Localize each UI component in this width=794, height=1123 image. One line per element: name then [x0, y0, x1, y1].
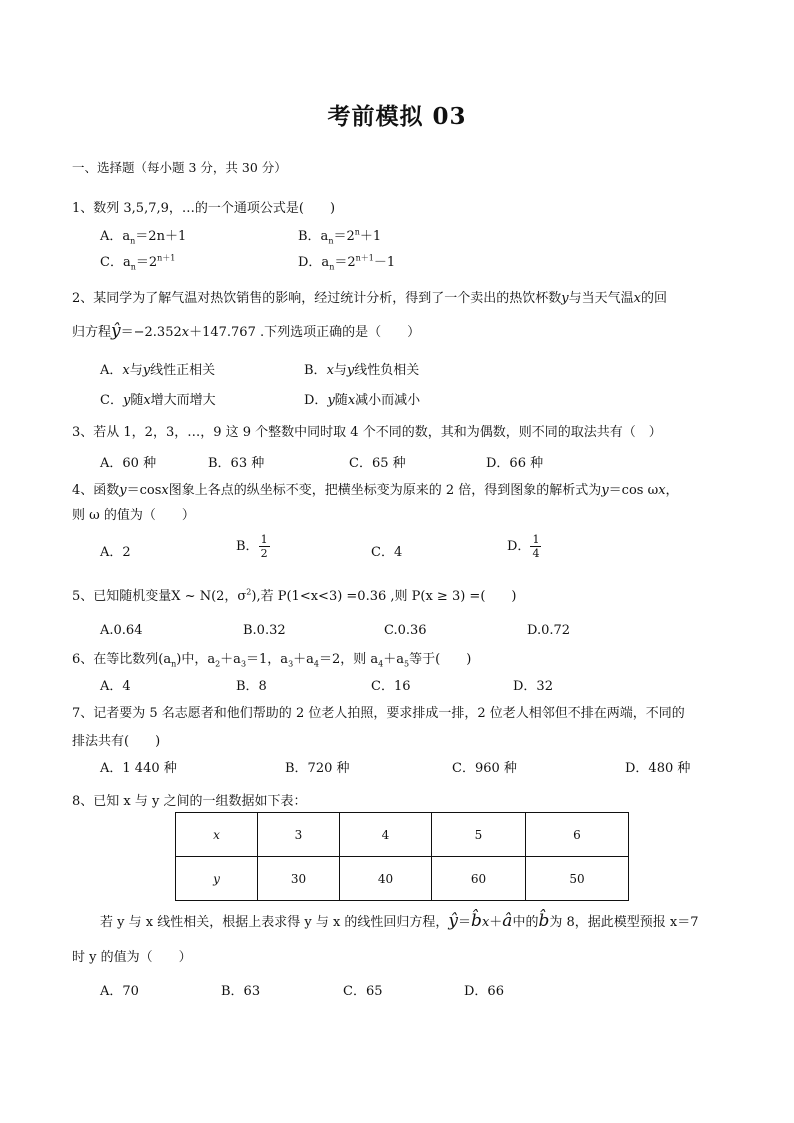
question-2-option-c: C．y随x增大而增大 — [100, 393, 216, 408]
question-6-option-b: B．8 — [236, 679, 267, 694]
table-cell: 3 — [258, 813, 340, 857]
question-1-option-d: D．$a_n=2^{n+1}-1$ — [298, 253, 396, 272]
question-8-line1: 若 y 与 x 线性相关，根据上表求得 y 与 x 的线性回归方程，ŷ＝b̂x＋â中的b̂为 8，据此模型预报 x＝7 — [100, 911, 699, 931]
question-4-stem-line1: 4、函数y＝cosx图象上各点的纵坐标不变，把横坐标变为原来的 2 倍，得到图象的解析式为y＝cos ωx， — [72, 483, 679, 498]
question-7-option-b: B．720 种 — [285, 761, 350, 776]
question-8-stem: 8、已知 x 与 y 之间的一组数据如下表： — [72, 794, 307, 809]
question-2-option-d: D．y随x减小而减小 — [304, 393, 421, 408]
question-8-option-c: C．65 — [343, 984, 383, 999]
table-cell: x — [176, 813, 258, 857]
table-cell: 30 — [258, 857, 340, 901]
question-3-option-d: D．66 种 — [486, 456, 544, 471]
question-6-stem: 6、在等比数列$(a_n)$中，$a_2+a_3=1$，$a_3+a_4=2$，则 $a_4+a_5$等于( ) — [72, 652, 472, 669]
question-1-option-c: C．$a_n=2^{n+1}$ — [100, 253, 176, 272]
y-hat-symbol: ŷ — [111, 321, 121, 341]
data-table — [175, 812, 629, 901]
question-8-option-a: A．70 — [100, 984, 139, 999]
question-8-option-d: D．66 — [464, 984, 504, 999]
question-7-stem-line2: 排法共有( ) — [72, 734, 161, 749]
table-cell: 40 — [340, 857, 432, 901]
question-3-stem: 3、若从 1，2，3，…，9 这 9 个整数中同时取 4 个不同的数，其和为偶数，则不同的取法共有（ ） — [72, 425, 662, 440]
question-1-option-b: B．$a_n=2^n+1$ — [298, 227, 382, 246]
question-2-option-b: B．x与y线性负相关 — [304, 363, 420, 378]
question-5-option-b: B.0.32 — [243, 623, 286, 638]
table-cell: y — [176, 857, 258, 901]
question-1-option-a: A．$a_n=2n+1$ — [100, 229, 187, 246]
question-1-stem: 1、数列 3,5,7,9，…的一个通项公式是( ) — [72, 201, 336, 216]
table-cell: 60 — [432, 857, 526, 901]
question-2-option-a: A．x与y线性正相关 — [100, 363, 216, 378]
question-5-stem: 5、已知随机变量X ~ N(2，$\sigma^2$),若 P(1<x<3) =0.36 ,则 P(x ≥ 3) =( ) — [72, 587, 517, 604]
table-cell: 5 — [432, 813, 526, 857]
question-3-option-c: C．65 种 — [349, 456, 406, 471]
table-cell: 6 — [526, 813, 629, 857]
question-4-option-b: B． $\frac{1}{2}$ — [236, 533, 268, 560]
question-2-stem-line2: 归方程ŷ＝−2.352x＋147.767 .下列选项正确的是（ ） — [72, 321, 421, 341]
question-8-option-b: B．63 — [221, 984, 261, 999]
question-4-stem-line2: 则 ω 的值为（ ） — [72, 508, 195, 523]
table-row — [176, 813, 629, 857]
question-4-option-d: D． $\frac{1}{4}$ — [507, 533, 540, 560]
question-7-stem-line1: 7、记者要为 5 名志愿者和他们帮助的 2 位老人拍照，要求排成一排，2 位老人相邻但不排在两端，不同的 — [72, 706, 685, 721]
table-row — [176, 857, 629, 901]
question-4-option-c: C．4 — [371, 545, 403, 560]
question-5-option-d: D.0.72 — [527, 623, 571, 638]
question-3-option-b: B．63 种 — [208, 456, 265, 471]
section-heading: 一、选择题（每小题 3 分，共 30 分） — [72, 160, 287, 175]
question-8-line2: 时 y 的值为（ ） — [72, 950, 192, 965]
question-2-stem-line1: 2、某同学为了解气温对热饮销售的影响，经过统计分析，得到了一个卖出的热饮杯数y与当天气温x的回 — [72, 291, 668, 306]
question-7-option-c: C．960 种 — [452, 761, 517, 776]
question-7-option-d: D．480 种 — [625, 761, 691, 776]
question-3-option-a: A．60 种 — [100, 456, 157, 471]
question-6-option-a: A．4 — [100, 679, 131, 694]
table-cell: 4 — [340, 813, 432, 857]
question-6-option-d: D．32 — [513, 679, 553, 694]
question-5-option-c: C.0.36 — [384, 623, 427, 638]
question-5-option-a: A.0.64 — [100, 623, 143, 638]
page-title: 考前模拟 03 — [327, 103, 467, 130]
question-4-option-a: A．2 — [100, 545, 131, 560]
question-7-option-a: A．1 440 种 — [100, 761, 177, 776]
question-6-option-c: C．16 — [371, 679, 411, 694]
table-cell: 50 — [526, 857, 629, 901]
